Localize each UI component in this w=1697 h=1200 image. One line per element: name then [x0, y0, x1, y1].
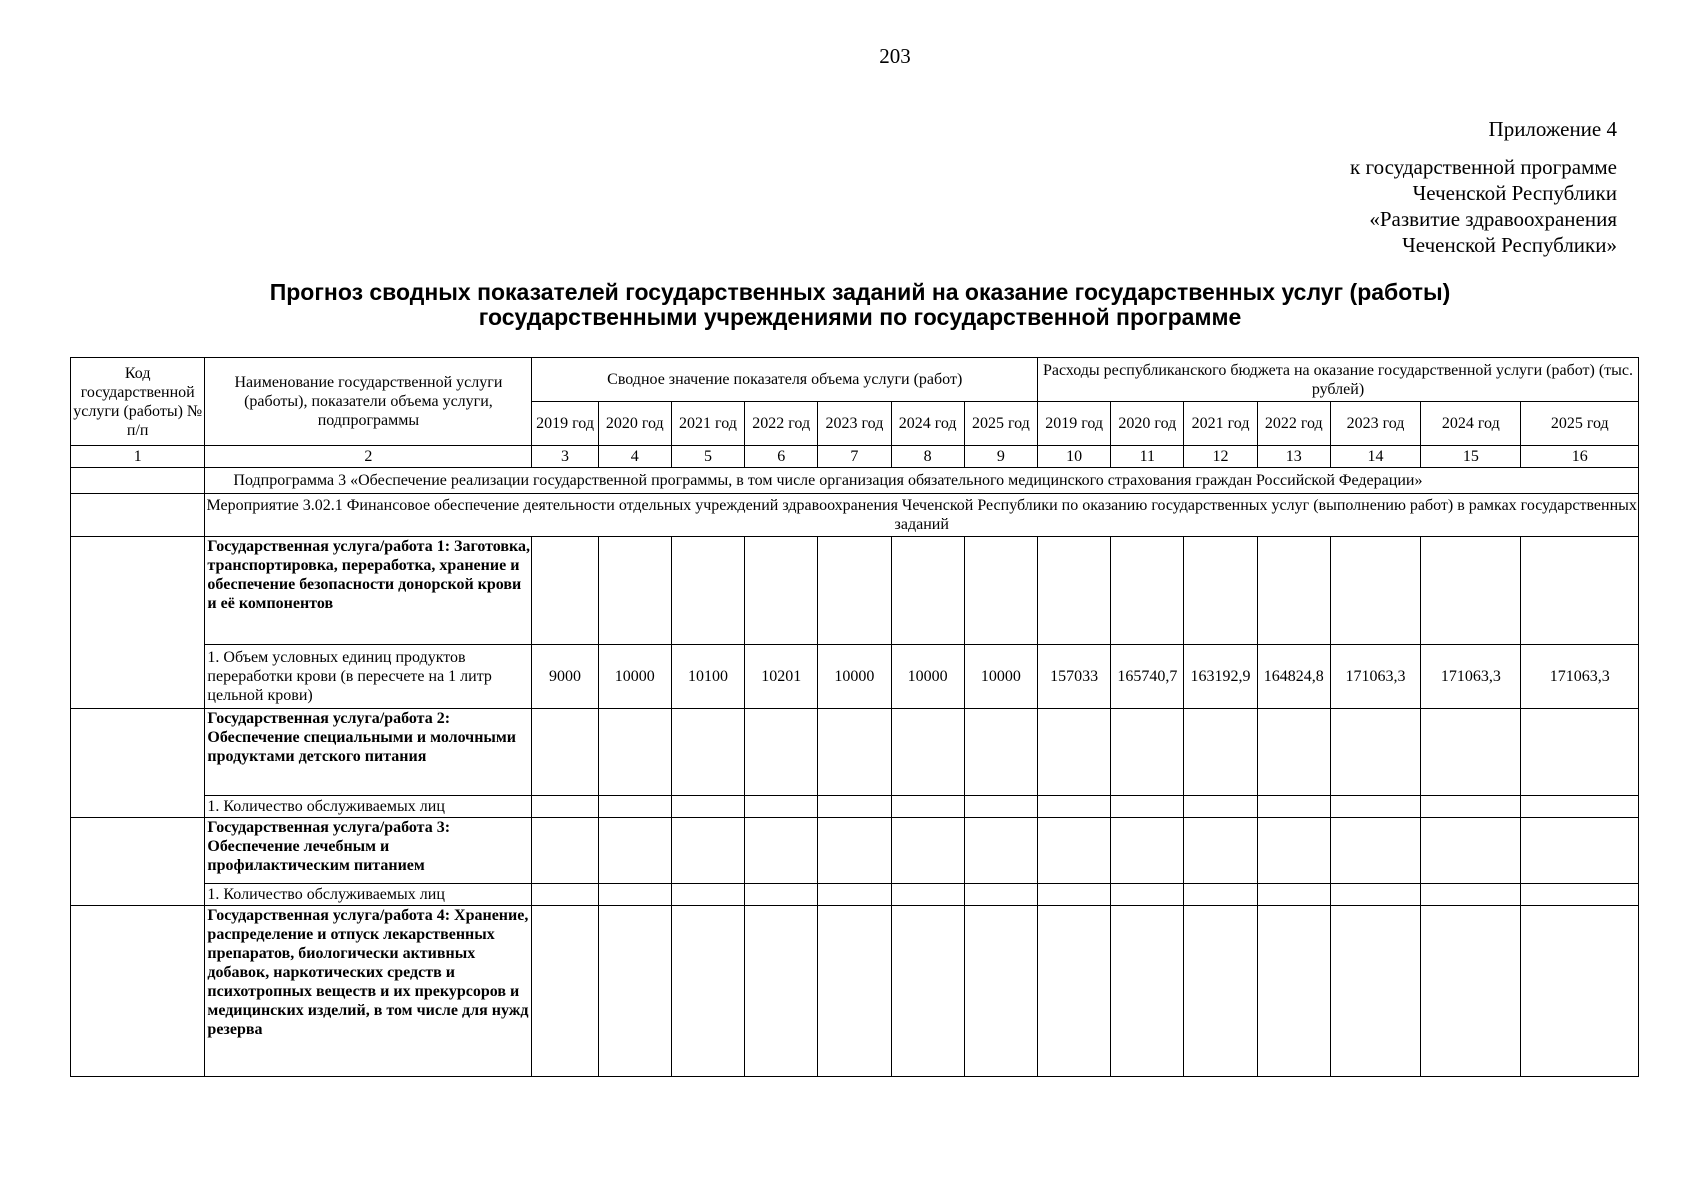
header-year: 2021 год — [1184, 402, 1257, 446]
header-volume-group: Сводное значение показателя объема услуги (работ) — [532, 358, 1038, 402]
value-cell: 171063,3 — [1421, 645, 1521, 709]
value-cell: 163192,9 — [1184, 645, 1257, 709]
appendix-line: Чеченской Республики — [1412, 181, 1617, 205]
header-year: 2023 год — [818, 402, 891, 446]
header-year: 2025 год — [964, 402, 1037, 446]
header-year: 2024 год — [1421, 402, 1521, 446]
appendix-line: Чеченской Республики» — [1402, 233, 1617, 257]
document-title-line: государственными учреждениями по государственной программе — [478, 304, 1242, 330]
service-row — [71, 818, 1639, 884]
value-cell: 157033 — [1038, 645, 1111, 709]
column-number: 3 — [532, 446, 598, 468]
column-number: 5 — [671, 446, 744, 468]
service-title: Государственная услуга/работа 1: Заготовка, транспортировка, переработка, хранение и обеспечение безопасности донорской крови и её компонентов — [205, 537, 532, 645]
header-year: 2020 год — [598, 402, 671, 446]
header-year: 2025 год — [1521, 402, 1639, 446]
service-title: Государственная услуга/работа 3: Обеспечение лечебным и профилактическим питанием — [205, 818, 532, 884]
value-cell: 10201 — [745, 645, 818, 709]
appendix-title: Приложение 4 — [1488, 117, 1617, 141]
service-row — [71, 709, 1639, 796]
service-row — [71, 537, 1639, 645]
value-cell: 10000 — [818, 645, 891, 709]
value-cell: 10000 — [598, 645, 671, 709]
subprogram-row — [71, 468, 1639, 494]
indicator-label: 1. Объем условных единиц продуктов переработки крови (в пересчете на 1 литр цельной крови) — [205, 645, 532, 709]
subprogram-label: Подпрограмма 3 «Обеспечение реализации государственной программы, в том числе организация обязательного медицинского страхования граждан Российской Федерации» — [205, 468, 1639, 494]
value-cell: 10100 — [671, 645, 744, 709]
column-number: 2 — [205, 446, 532, 468]
indicator-row — [71, 796, 1639, 818]
column-number: 7 — [818, 446, 891, 468]
value-cell: 10000 — [891, 645, 964, 709]
service-title: Государственная услуга/работа 2: Обеспечение специальными и молочными продуктами детского питания — [205, 709, 532, 796]
value-cell: 164824,8 — [1257, 645, 1330, 709]
header-year: 2021 год — [671, 402, 744, 446]
header-year: 2022 год — [745, 402, 818, 446]
service-row — [71, 906, 1639, 1077]
header-code: Код государственной услуги (работы) № п/п — [71, 358, 205, 446]
appendix-line: к государственной программе — [1350, 155, 1617, 179]
header-name: Наименование государственной услуги (работы), показатели объема услуги, подпрограммы — [205, 358, 532, 446]
appendix-block — [1097, 116, 1617, 258]
value-cell: 165740,7 — [1111, 645, 1184, 709]
page-number: 203 — [879, 44, 911, 68]
indicator-row — [71, 645, 1639, 709]
value-cell: 10000 — [964, 645, 1037, 709]
column-number: 1 — [71, 446, 205, 468]
column-number: 12 — [1184, 446, 1257, 468]
indicator-row — [71, 884, 1639, 906]
header-year: 2019 год — [1038, 402, 1111, 446]
value-cell: 9000 — [532, 645, 598, 709]
column-number: 11 — [1111, 446, 1184, 468]
measure-row — [71, 494, 1639, 537]
header-year: 2020 год — [1111, 402, 1184, 446]
column-number: 14 — [1330, 446, 1420, 468]
column-number: 13 — [1257, 446, 1330, 468]
header-year: 2022 год — [1257, 402, 1330, 446]
header-year: 2019 год — [532, 402, 598, 446]
indicator-label: 1. Количество обслуживаемых лиц — [205, 796, 532, 818]
header-budget-group: Расходы республиканского бюджета на оказание государственной услуги (работ) (тыс. рублей) — [1038, 358, 1639, 402]
column-number-row — [71, 446, 1639, 468]
column-number: 9 — [964, 446, 1037, 468]
measure-label: Мероприятие 3.02.1 Финансовое обеспечение деятельности отдельных учреждений здравоохранения Чеченской Республики по оказанию государственных услуг (выполнению работ) в рамках государственных заданий — [205, 494, 1639, 537]
column-number: 8 — [891, 446, 964, 468]
value-cell: 171063,3 — [1330, 645, 1420, 709]
column-number: 16 — [1521, 446, 1639, 468]
column-number: 4 — [598, 446, 671, 468]
document-title — [70, 280, 1650, 330]
column-number: 15 — [1421, 446, 1521, 468]
indicator-label: 1. Количество обслуживаемых лиц — [205, 884, 532, 906]
value-cell: 171063,3 — [1521, 645, 1639, 709]
appendix-line: «Развитие здравоохранения — [1369, 207, 1617, 231]
column-number: 10 — [1038, 446, 1111, 468]
service-title: Государственная услуга/работа 4: Хранение, распределение и отпуск лекарственных препаратов, биологически активных добавок, наркотических средств и психотропных веществ и их прекурсоров и медицинских изделий, в том числе для нужд резерва — [205, 906, 532, 1077]
header-year: 2023 год — [1330, 402, 1420, 446]
forecast-table — [70, 357, 1639, 1077]
column-number: 6 — [745, 446, 818, 468]
document-title-line: Прогноз сводных показателей государственных заданий на оказание государственных услуг (работы) — [269, 279, 1451, 305]
header-year: 2024 год — [891, 402, 964, 446]
